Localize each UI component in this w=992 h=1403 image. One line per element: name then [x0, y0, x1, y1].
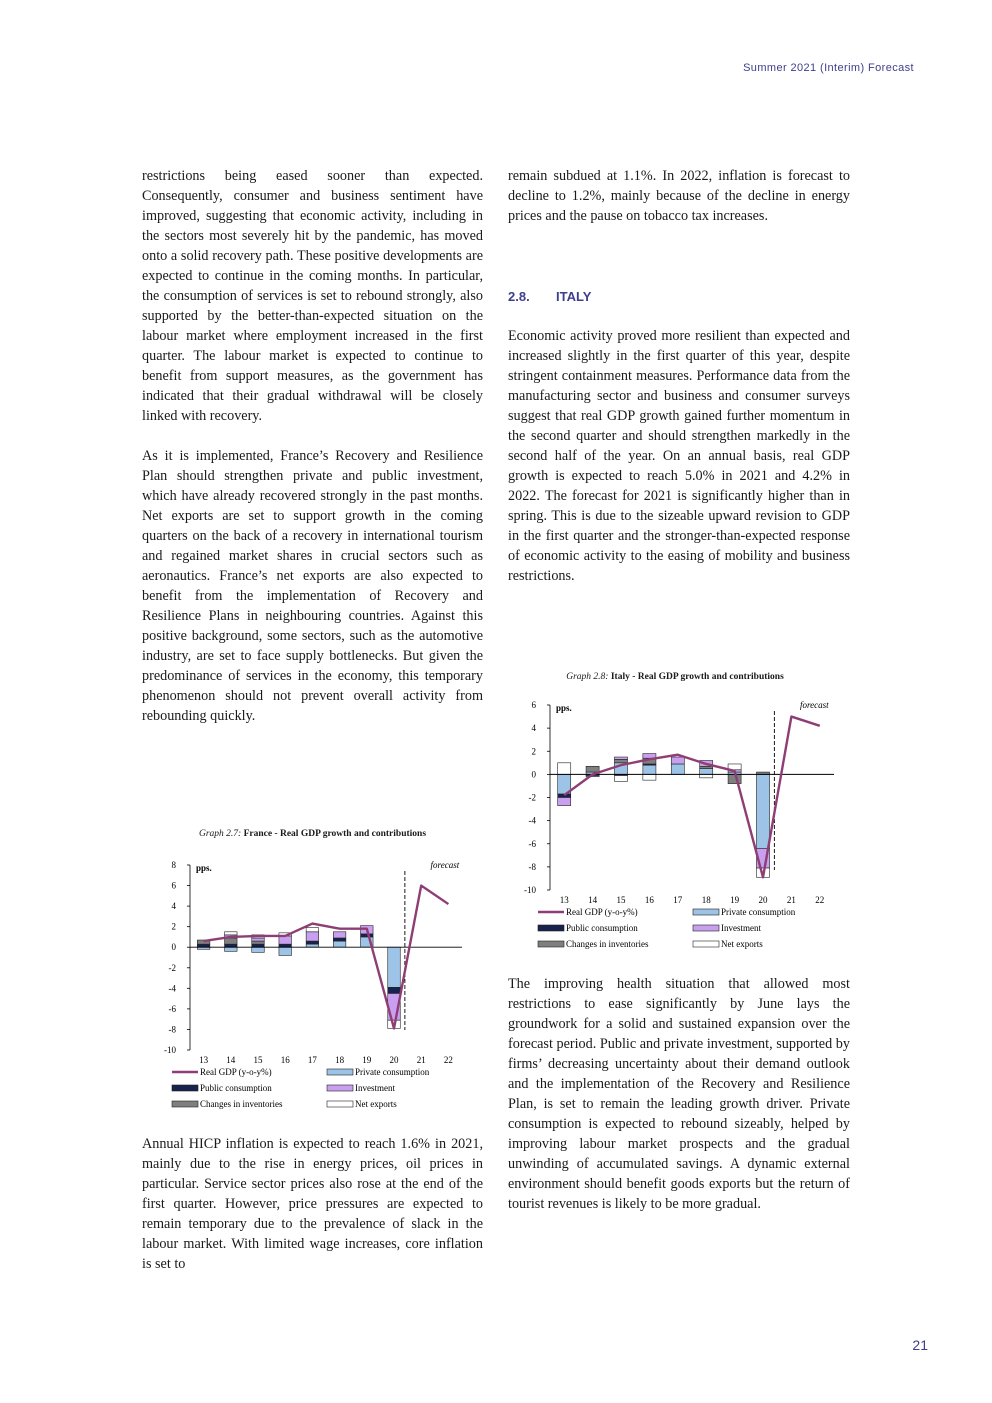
right-column-top: [508, 166, 850, 226]
italy-y-unit-label: pps.: [556, 703, 572, 713]
france-bar-public-consumption-14: [225, 944, 238, 947]
italy-y-tick-label: -2: [528, 792, 536, 803]
italy-legend-label-changes-in-inventories: Changes in inventories: [566, 939, 649, 949]
paragraph-italy-2: The improving health situation that allowed most restrictions to ease significantly by June lays the groundwork for a solid and sustained expansion over the forecast period. Public and private investment, supported by firms’ decreasing uncertainty about their demand outlook and the implementation of the Recovery and Resilience Plan, is set to remain the leading growth driver. Private consumption is expected to rebound sizeably, helped by improving labour market prospects and the gradual unwinding of accumulated savings. A dynamic external environment should benefit goods exports but the return of tourist revenues is likely to be more gradual.: [508, 976, 850, 1212]
italy-bar-investment-15: [614, 757, 627, 759]
italy-y-tick-label: 6: [531, 700, 536, 710]
italy-x-tick-label: 21: [786, 895, 796, 905]
italy-bar-investment-13: [558, 798, 571, 806]
italy-x-tick-label: 22: [815, 895, 825, 905]
italy-y-tick-label: -10: [524, 885, 536, 895]
italy-y-tick-label: -4: [528, 815, 536, 826]
italy-x-tick-label: 19: [730, 895, 740, 905]
paragraph-france-4: remain subdued at 1.1%. In 2022, inflation is forecast to decline to 1.2%, mainly because of the decline in energy prices and the pause on tobacco tax increases.: [508, 168, 850, 224]
paragraph-france-2: As it is implemented, France’s Recovery and Resilience Plan should strengthen private and public investment, which have already recovered strongly in the past months. Net exports are set to support growth in the coming quarters on the back of a recovery in international tourism and regained market shares in crucial sectors such as aeronautics. France’s net exports are also expected to benefit from the implementation of Recovery and Resilience Plans in neighbouring countries. Against this positive background, some sectors, such as the automotive industry, are set to face supply bottlenecks. But given the predominance of services in the economy, this temporary phenomenon should not prevent overall activity from rebounding quickly.: [142, 448, 483, 724]
france-bar-public-consumption-19: [361, 934, 374, 937]
france-bar-investment-18: [333, 932, 346, 938]
italy-gdp-chart: [508, 694, 853, 958]
france-y-tick-label: -10: [164, 1045, 176, 1055]
france-bar-investment-15: [252, 938, 265, 941]
italy-bar-private-consumption-18: [700, 769, 713, 775]
italy-x-tick-label: 16: [644, 895, 654, 905]
france-legend-label-private-consumption: Private consumption: [355, 1067, 430, 1077]
section-title: ITALY: [556, 289, 592, 304]
italy-bar-changes-in-inventories-19: [728, 774, 741, 783]
france-x-tick-label: 18: [335, 1055, 345, 1065]
france-y-tick-label: -8: [168, 1024, 176, 1035]
italy-x-tick-label: 14: [588, 895, 598, 905]
france-bar-changes-in-inventories-14: [225, 938, 238, 944]
france-bar-private-consumption-20: [388, 947, 401, 987]
italy-legend-label-private-consumption: Private consumption: [721, 907, 796, 917]
section-number: 2.8.: [508, 289, 530, 304]
graph-2-8-label: Graph 2.8:: [566, 672, 609, 682]
france-legend-swatch-changes-in-inventories: [172, 1101, 198, 1107]
france-bar-private-consumption-16: [279, 947, 292, 955]
france-legend-label-changes-in-inventories: Changes in inventories: [200, 1099, 283, 1109]
graph-2-8-title: [560, 672, 790, 683]
france-bar-public-consumption-17: [306, 941, 319, 944]
france-bar-public-consumption-15: [252, 944, 265, 947]
italy-x-tick-label: 20: [758, 895, 768, 905]
right-column-bottom: [508, 974, 850, 1214]
france-bar-public-consumption-20: [388, 987, 401, 993]
france-bar-net-exports-17: [306, 928, 319, 932]
italy-bar-changes-in-inventories-18: [700, 766, 713, 768]
france-x-tick-label: 22: [443, 1055, 453, 1065]
italy-bar-private-consumption-17: [671, 764, 684, 774]
page-number: 21: [912, 1337, 928, 1353]
italy-bar-net-exports-15: [614, 776, 627, 782]
italy-y-tick-label: -8: [528, 861, 536, 872]
france-x-tick-label: 19: [362, 1055, 372, 1065]
left-column-bottom: [142, 1134, 483, 1274]
italy-x-tick-label: 17: [673, 895, 683, 905]
running-header: Summer 2021 (Interim) Forecast: [743, 62, 914, 74]
paragraph-italy-1: Economic activity proved more resilient than expected and increased slightly in the first quarter of this year, despite stringent containment measures. Performance data from the manufacturing sector and business and consumer surveys suggest that real GDP growth gained further momentum in the second quarter and should strengthen markedly in the second half of the year. On an annual basis, real GDP growth is expected to reach 5.0% in 2021 and 4.2% in 2022. The forecast for 2021 is significantly higher than in spring. This is due to the sizeable upward revision to GDP in the first quarter and the stronger-than-expected response of economic activity to the easing of mobility and business restrictions.: [508, 328, 850, 584]
graph-2-7-label: Graph 2.7:: [198, 829, 242, 839]
france-x-tick-label: 20: [389, 1055, 399, 1065]
france-gdp-chart: [142, 848, 487, 1118]
france-legend-label-net-exports: Net exports: [355, 1099, 397, 1109]
italy-bar-investment-17: [671, 757, 684, 764]
italy-y-tick-label: -6: [528, 838, 536, 849]
italy-legend-swatch-investment: [693, 925, 719, 931]
italy-legend-swatch-changes-in-inventories: [538, 941, 564, 947]
france-bar-private-consumption-14: [225, 947, 238, 951]
france-legend-swatch-public-consumption: [172, 1085, 198, 1091]
france-x-tick-label: 15: [253, 1055, 263, 1065]
france-y-tick-label: -2: [168, 962, 176, 973]
graph-2-7-title-text: France - Real GDP growth and contributions: [243, 829, 427, 839]
italy-bar-private-consumption-16: [643, 765, 656, 774]
france-bar-private-consumption-15: [252, 947, 265, 952]
italy-bar-net-exports-13: [558, 763, 571, 775]
italy-y-tick-label: 0: [531, 769, 536, 780]
italy-x-tick-label: 13: [559, 895, 569, 905]
france-x-tick-label: 13: [199, 1055, 209, 1065]
france-y-unit-label: pps.: [196, 863, 212, 873]
france-y-tick-label: 6: [171, 880, 176, 891]
france-y-tick-label: -4: [168, 983, 176, 994]
france-y-tick-label: 8: [171, 860, 176, 870]
france-bar-changes-in-inventories-15: [252, 941, 265, 944]
france-y-tick-label: 2: [171, 921, 176, 932]
france-y-tick-label: 0: [171, 942, 176, 953]
graph-2-7-title: [142, 829, 483, 840]
france-bar-investment-17: [306, 932, 319, 941]
italy-legend-label-net-exports: Net exports: [721, 939, 763, 949]
italy-bar-changes-in-inventories-14: [586, 766, 599, 772]
france-gdp-line: [204, 886, 449, 1029]
right-column-middle: [508, 326, 850, 586]
italy-legend-label-public-consumption: Public consumption: [566, 923, 638, 933]
france-legend-label-real-gdp-y-o-y-: Real GDP (y-o-y%): [200, 1067, 272, 1077]
france-legend-label-investment: Investment: [355, 1083, 395, 1093]
italy-x-tick-label: 15: [616, 895, 626, 905]
italy-bar-changes-in-inventories-15: [614, 759, 627, 762]
section-heading-italy: [508, 289, 591, 304]
italy-y-tick-label: 2: [531, 746, 536, 757]
paragraph-france-3: Annual HICP inflation is expected to reach 1.6% in 2021, mainly due to the rise in energy prices, oil prices in particular. Service sector prices also rose at the end of the first quarter. However, price pressures are expected to remain temporary due to the prevalence of slack in the labour market. With limited wage increases, core inflation is set to: [142, 1136, 483, 1272]
france-x-tick-label: 17: [307, 1055, 317, 1065]
france-bar-public-consumption-13: [197, 944, 210, 947]
france-bar-net-exports-14: [225, 932, 238, 935]
italy-gdp-line: [564, 717, 820, 878]
italy-legend-label-real-gdp-y-o-y-: Real GDP (y-o-y%): [566, 907, 638, 917]
france-bar-public-consumption-18: [333, 938, 346, 941]
france-x-tick-label: 21: [416, 1055, 426, 1065]
france-bar-public-consumption-16: [279, 944, 292, 947]
italy-x-tick-label: 18: [701, 895, 711, 905]
france-forecast-label: forecast: [430, 860, 460, 870]
graph-2-8-title-text: Italy - Real GDP growth and contributions: [610, 672, 784, 682]
left-column-top: [142, 166, 483, 726]
france-x-tick-label: 16: [280, 1055, 290, 1065]
france-legend-swatch-net-exports: [327, 1101, 353, 1107]
france-bar-private-consumption-17: [306, 944, 319, 947]
italy-legend-swatch-private-consumption: [693, 909, 719, 915]
italy-legend-swatch-net-exports: [693, 941, 719, 947]
italy-legend-label-investment: Investment: [721, 923, 761, 933]
italy-bar-net-exports-16: [643, 774, 656, 780]
france-bar-private-consumption-18: [333, 941, 346, 947]
france-x-tick-label: 14: [226, 1055, 236, 1065]
france-legend-label-public-consumption: Public consumption: [200, 1083, 272, 1093]
france-bar-investment-16: [279, 936, 292, 944]
italy-y-tick-label: 4: [531, 723, 536, 734]
italy-bar-net-exports-18: [700, 774, 713, 777]
italy-bar-private-consumption-20: [756, 774, 769, 848]
france-y-tick-label: -6: [168, 1003, 176, 1014]
italy-forecast-label: forecast: [800, 700, 829, 710]
france-y-tick-label: 4: [171, 901, 176, 912]
france-legend-swatch-private-consumption: [327, 1069, 353, 1075]
paragraph-france-1: restrictions being eased sooner than expected. Consequently, consumer and business sentiment have improved, suggesting that economic activity, including in the sectors most severely hit by the pandemic, has moved onto a solid recovery path. These positive developments are expected to continue in the coming months. In particular, the consumption of services is set to rebound strongly, also supported by the better-than-expected situation on the labour market where employment increased in the first quarter. The labour market is expected to continue to benefit from support measures, as the government has indicated that their gradual withdrawal will be closely linked with recovery.: [142, 168, 483, 424]
italy-legend-swatch-public-consumption: [538, 925, 564, 931]
france-legend-swatch-investment: [327, 1085, 353, 1091]
